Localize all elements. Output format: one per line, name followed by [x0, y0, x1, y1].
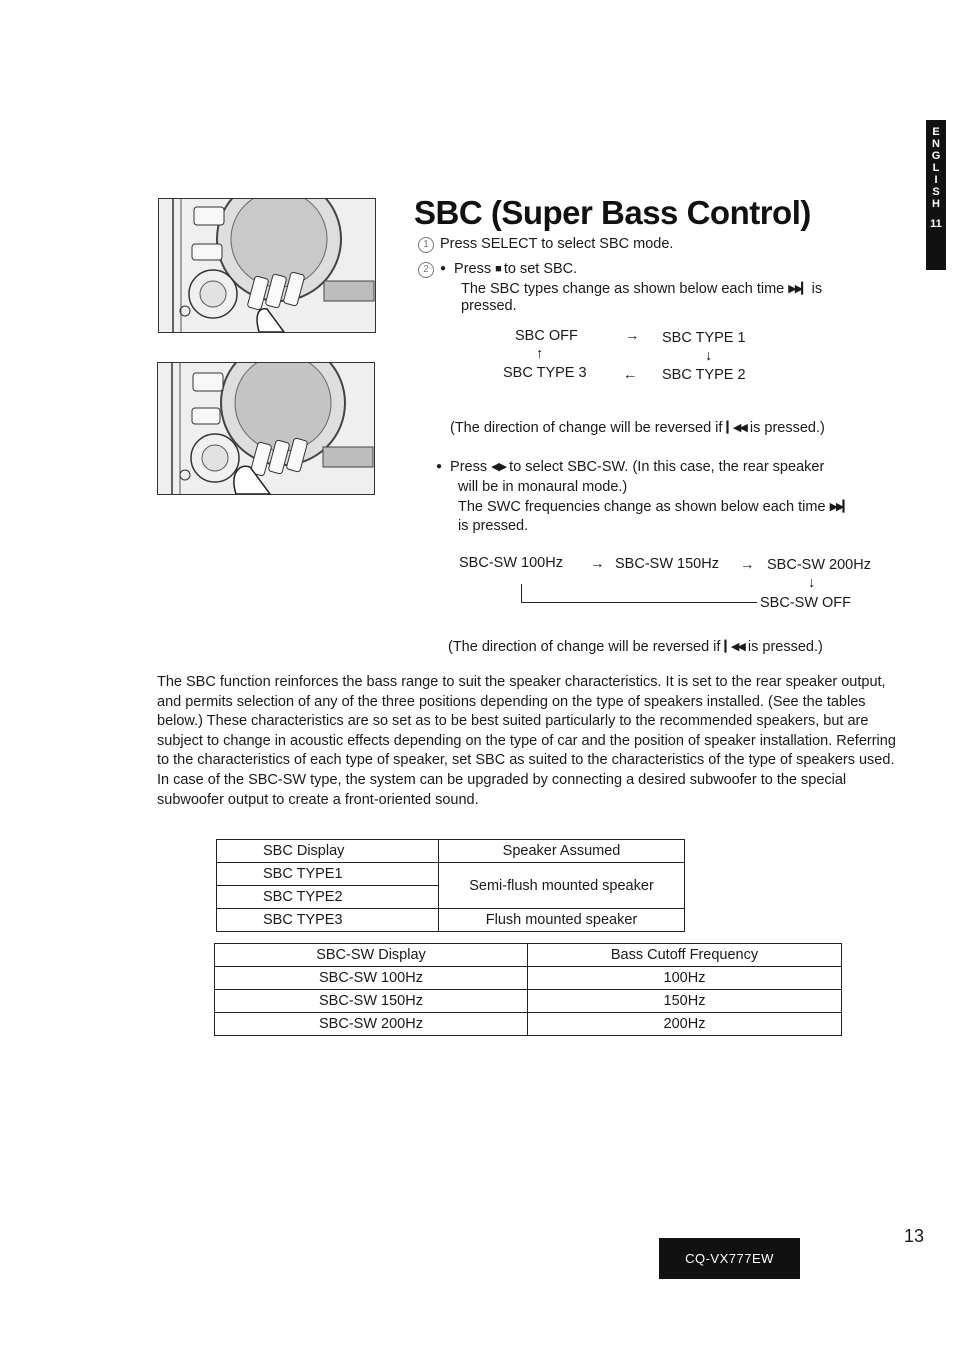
prev-track-icon: ▎◀◀: [724, 641, 744, 653]
table-header: Bass Cutoff Frequency: [528, 944, 842, 967]
device-illustration-top: [158, 198, 376, 333]
table-row: [217, 840, 685, 863]
stop-square-icon: ■: [495, 263, 500, 275]
sw-cycle-arrow-down: ↓: [808, 575, 816, 591]
step-1-marker: 1: [418, 237, 434, 253]
table-cell: SBC-SW 100Hz: [215, 967, 528, 990]
table-cell: SBC-SW 200Hz: [215, 1013, 528, 1036]
bullet-icon: ●: [440, 263, 447, 274]
tab-letter: H: [932, 198, 940, 210]
sw-cycle-200: SBC-SW 200Hz: [767, 557, 871, 573]
sw-cycle-arrow-2: →: [740, 557, 755, 573]
sbc-sw-frequency-table: [214, 943, 842, 1036]
table-cell: 200Hz: [528, 1013, 842, 1036]
sw-step-line2: will be in monaural mode.): [458, 479, 628, 495]
cycle-sbc-type3: SBC TYPE 3: [503, 365, 587, 381]
cycle-arrow-up: ↑: [536, 346, 544, 362]
sw-step-line1-text: to select SBC-SW. (In this case, the rear speaker: [509, 459, 825, 475]
step-1-text: Press SELECT to select SBC mode.: [440, 236, 674, 252]
table-row: [215, 967, 842, 990]
table-cell: Flush mounted speaker: [439, 909, 685, 932]
cycle-arrow-left: ←: [623, 367, 638, 383]
sbc-speaker-table: [216, 839, 685, 932]
tab-letter: L: [932, 162, 940, 174]
return-line-vertical: [521, 584, 522, 603]
reverse-note-1-text: (The direction of change will be reversed if: [450, 420, 723, 436]
set-sbc-text: to set SBC.: [503, 261, 578, 277]
page-number: 13: [904, 1226, 925, 1246]
device-illustration-bottom: [157, 362, 375, 495]
table-row: [217, 863, 685, 886]
step-2: [418, 259, 577, 279]
reverse-note-2: [448, 638, 823, 657]
tab-letter: I: [934, 174, 938, 186]
language-tab: [926, 120, 946, 270]
sw-cycle-150: SBC-SW 150Hz: [615, 556, 719, 572]
table-cell: SBC TYPE3: [217, 909, 439, 932]
types-change-text: The SBC types change as shown below each time: [461, 281, 785, 297]
table-header: Speaker Assumed: [439, 840, 685, 863]
next-track-icon: ▶▶▎: [788, 283, 808, 295]
table-row: [215, 944, 842, 967]
tab-letter: S: [932, 186, 940, 198]
tab-letter: E: [932, 126, 940, 138]
page-title: SBC (Super Bass Control): [414, 194, 811, 231]
model-label: CQ-VX777EW: [659, 1238, 800, 1279]
return-line-horizontal: [521, 602, 757, 603]
reverse-note-1-end: is pressed.): [749, 420, 825, 436]
cycle-sbc-type2: SBC TYPE 2: [662, 367, 746, 383]
step-1: [418, 235, 673, 254]
tab-letter: G: [931, 150, 941, 162]
sw-cycle-off: SBC-SW OFF: [760, 595, 852, 611]
table-cell: 150Hz: [528, 990, 842, 1013]
tab-letter: N: [932, 138, 940, 150]
reverse-note-2-text: (The direction of change will be reversed if: [448, 639, 721, 655]
prev-track-icon: ▎◀◀: [726, 422, 746, 434]
stereo-panel-drawing-2: [158, 363, 374, 494]
table-cell: 100Hz: [528, 967, 842, 990]
table-header: SBC Display: [217, 840, 439, 863]
table-cell: SBC TYPE1: [217, 863, 439, 886]
press-text: Press: [454, 261, 492, 277]
reverse-note-2-end: is pressed.): [747, 639, 823, 655]
cycle-sbc-type1: SBC TYPE 1: [662, 330, 746, 346]
cycle-sbc-off: SBC OFF: [515, 328, 578, 344]
bullet-icon: ●: [436, 461, 443, 472]
table-row: [215, 1013, 842, 1036]
sw-step-line4: is pressed.: [458, 518, 529, 534]
table-row: [215, 990, 842, 1013]
types-change-is: is: [811, 281, 823, 297]
sw-cycle-100: SBC-SW 100Hz: [459, 555, 563, 571]
next-track-icon: ▶▶▎: [829, 501, 849, 513]
stereo-panel-drawing: [159, 199, 375, 332]
sbc-description: The SBC function reinforces the bass range to suit the speaker characteristics. It is set to the rear speaker output, and permits selection of any of the three positions depending on the type of speakers installed. (See the tables below.) These characteristics are so set as to be best suited particularly to the recommended speakers, but are subject to change in acoustic effects depending on the type of car and the position of speaker installation. Referring to the characteristics of each type of speaker, set SBC as suited to the characteristics of the type of speakers used. In case of the SBC-SW type, the system can be upgraded by connecting a desired subwoofer to the special subwoofer output to create a front-oriented sound.: [157, 674, 896, 808]
table-cell: SBC TYPE2: [217, 886, 439, 909]
table-row: [217, 909, 685, 932]
types-change-pressed: pressed.: [461, 298, 517, 314]
table-cell: Semi-flush mounted speaker: [439, 863, 685, 909]
cycle-arrow-right: →: [625, 328, 640, 344]
sw-press-text: Press: [450, 459, 488, 475]
sw-step-line3: [458, 498, 849, 517]
cycle-arrow-down: ↓: [705, 348, 713, 364]
table-cell: SBC-SW 150Hz: [215, 990, 528, 1013]
section-number: 11: [930, 218, 942, 230]
table-header: SBC-SW Display: [215, 944, 528, 967]
step-2-marker: 2: [418, 262, 434, 278]
sw-cycle-arrow-1: →: [590, 556, 605, 572]
sw-step-line3-text: The SWC frequencies change as shown below each time: [458, 499, 826, 515]
language-tab-letters: [932, 126, 941, 210]
sw-step-line1: [436, 457, 824, 477]
reverse-note-1: [450, 419, 825, 438]
left-right-arrows-icon: ◀ ▶: [491, 461, 506, 473]
